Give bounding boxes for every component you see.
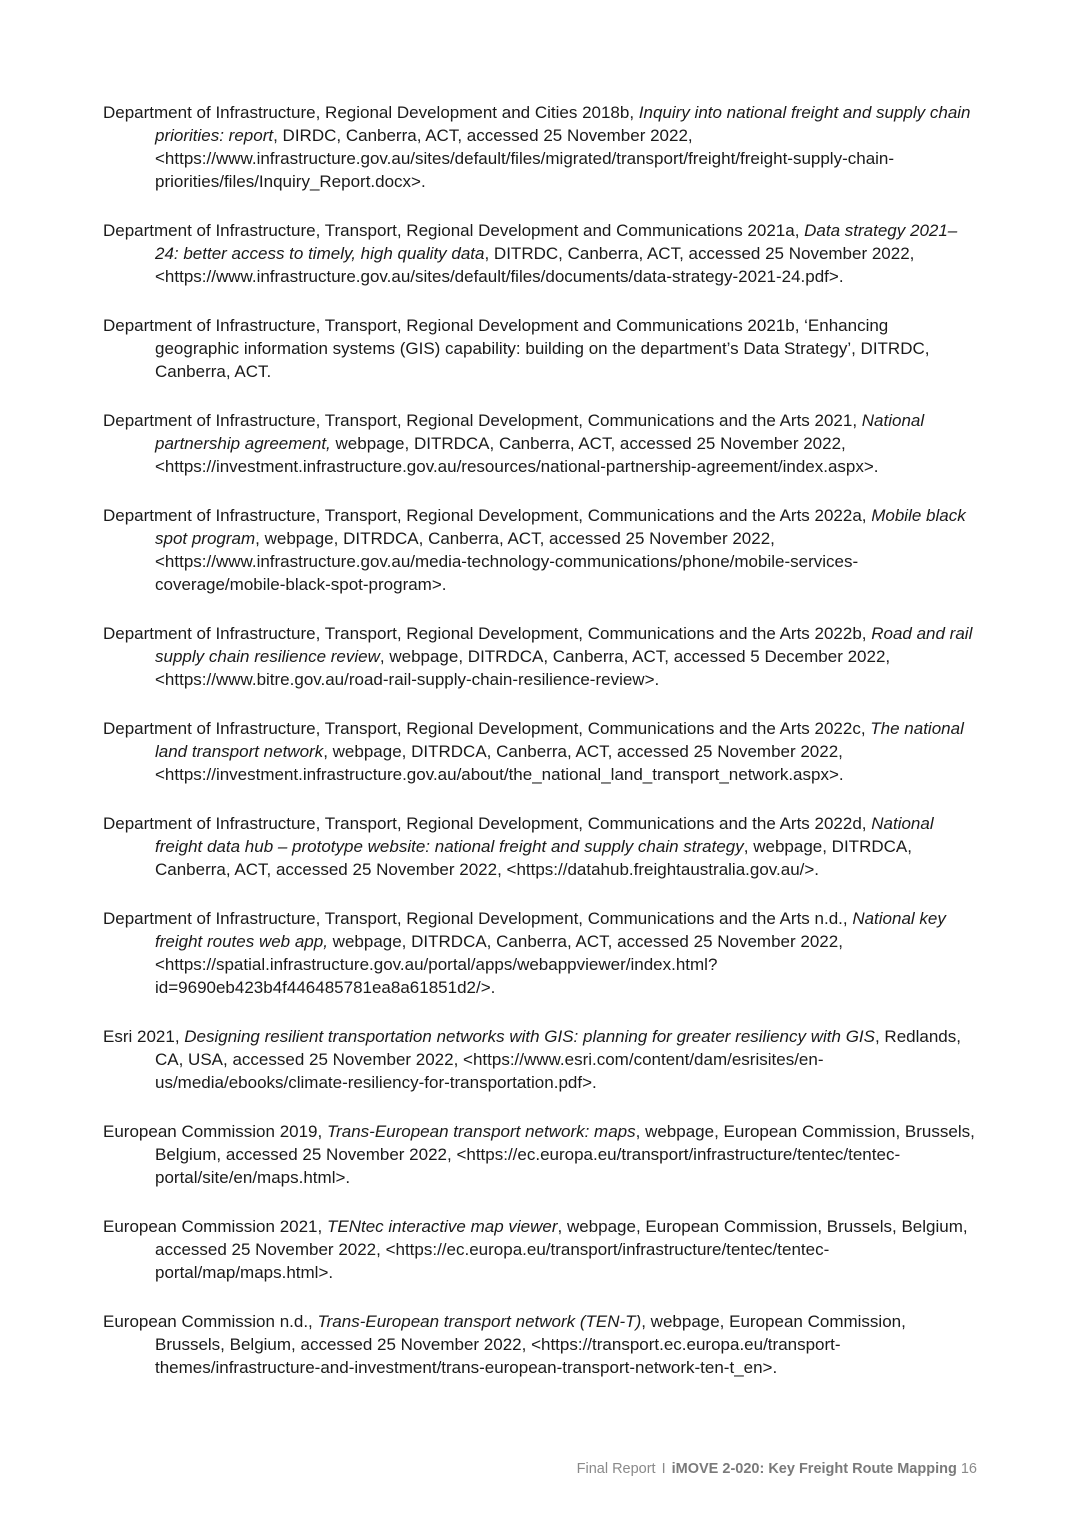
reference-text: Department of Infrastructure, Transport, Regional Development and Communications 2021a,	[103, 221, 805, 240]
reference-text: European Commission 2019,	[103, 1122, 327, 1141]
footer-report-label: Final Report	[576, 1461, 656, 1477]
reference-details: webpage, DITRDCA, Canberra, ACT, accessed 25 November 2022, <https://spatial.infrastructure.gov.au/portal/apps/webappviewer/index.html?id=9690eb423b4f446485781ea8a61851d2/>.	[155, 932, 843, 997]
page-number: 16	[960, 1461, 977, 1477]
reference-entry	[103, 409, 975, 478]
reference-details: webpage, DITRDCA, Canberra, ACT, accessed 25 November 2022, <https://investment.infrastructure.gov.au/resources/national-partnership-agreement/index.aspx>.	[155, 434, 879, 476]
footer-project-title: iMOVE 2-020: Key Freight Route Mapping	[671, 1461, 957, 1477]
reference-entry	[103, 717, 975, 786]
reference-entry	[103, 504, 975, 596]
reference-details: , webpage, European Commission, Brussels, Belgium, accessed 25 November 2022, <https://ec.europa.eu/transport/infrastructure/tentec/tentec-portal/site/en/maps.html>.	[155, 1122, 975, 1187]
reference-details: , webpage, DITRDCA, Canberra, ACT, accessed 25 November 2022, <https://datahub.freightaustralia.gov.au/>.	[155, 837, 912, 879]
reference-entry	[103, 101, 975, 193]
reference-title: National freight data hub – prototype website: national freight and supply chain strategy	[155, 814, 934, 856]
reference-details: , webpage, DITRDCA, Canberra, ACT, accessed 5 December 2022, <https://www.bitre.gov.au/road-rail-supply-chain-resilience-review>.	[155, 647, 891, 689]
reference-entry	[103, 314, 975, 383]
reference-text: Department of Infrastructure, Transport, Regional Development, Communications and the Arts 2021,	[103, 411, 862, 430]
reference-title: Trans-European transport network: maps	[326, 1122, 636, 1141]
reference-details: , webpage, DITRDCA, Canberra, ACT, accessed 25 November 2022, <https://investment.infrastructure.gov.au/about/the_national_land_transport_network.aspx>.	[155, 742, 844, 784]
reference-title: The national land transport network	[155, 719, 964, 761]
reference-title: Road and rail supply chain resilience review	[155, 624, 973, 666]
reference-entry	[103, 907, 975, 999]
reference-details: , Redlands, CA, USA, accessed 25 November 2022, <https://www.esri.com/content/dam/esrisites/en-us/media/ebooks/climate-resiliency-for-transportation.pdf>.	[155, 1027, 961, 1092]
reference-details: , DITRDC, Canberra, ACT, accessed 25 November 2022, <https://www.infrastructure.gov.au/sites/default/files/documents/data-strategy-2021-24.pdf>.	[155, 244, 915, 286]
reference-entry	[103, 1025, 975, 1094]
reference-details: , webpage, DITRDCA, Canberra, ACT, accessed 25 November 2022, <https://www.infrastructure.gov.au/media-technology-communications/phone/mobile-services-coverage/mobile-black-spot-program>.	[155, 529, 859, 594]
reference-text: European Commission 2021,	[103, 1217, 327, 1236]
reference-details: , DIRDC, Canberra, ACT, accessed 25 November 2022, <https://www.infrastructure.gov.au/sites/default/files/migrated/transport/freight/freight-supply-chain-priorities/files/Inquiry_Report.docx>.	[155, 126, 895, 191]
reference-details: , webpage, European Commission, Brussels, Belgium, accessed 25 November 2022, <https://transport.ec.europa.eu/transport-themes/infrastructure-and-investment/trans-european-transport-network-ten-t_en>.	[155, 1312, 906, 1377]
reference-title: Trans-European transport network (TEN-T)	[317, 1312, 642, 1331]
reference-list	[103, 101, 975, 1405]
reference-title: National partnership agreement,	[155, 411, 925, 453]
reference-entry	[103, 812, 975, 881]
reference-entry	[103, 1120, 975, 1189]
reference-entry	[103, 219, 975, 288]
reference-text: Department of Infrastructure, Transport, Regional Development, Communications and the Arts 2022b,	[103, 624, 872, 643]
reference-text: European Commission n.d.,	[103, 1312, 318, 1331]
reference-entry	[103, 622, 975, 691]
reference-text: Esri 2021,	[103, 1027, 185, 1046]
reference-title: Data strategy 2021–24: better access to timely, high quality data	[155, 221, 958, 263]
reference-title: National key freight routes web app,	[155, 909, 946, 951]
reference-text: Department of Infrastructure, Transport, Regional Development, Communications and the Arts 2022c,	[103, 719, 871, 738]
reference-text: Department of Infrastructure, Transport, Regional Development, Communications and the Arts 2022d,	[103, 814, 872, 833]
reference-title: Mobile black spot program	[155, 506, 966, 548]
reference-title: TENtec interactive map viewer	[326, 1217, 558, 1236]
page-footer	[577, 1461, 977, 1477]
reference-title: Inquiry into national freight and supply chain priorities: report	[155, 103, 971, 145]
reference-text: Department of Infrastructure, Transport, Regional Development and Communications 2021b, ‘Enhancing geographic information systems (GIS) capability: building on the department’s Data Strategy’, DITRDC, Canberra, ACT.	[103, 316, 930, 381]
reference-text: Department of Infrastructure, Transport, Regional Development, Communications and the Arts n.d.,	[103, 909, 853, 928]
reference-title: Designing resilient transportation networks with GIS: planning for greater resiliency with GIS	[184, 1027, 875, 1046]
reference-entry	[103, 1215, 975, 1284]
reference-text: Department of Infrastructure, Regional Development and Cities 2018b,	[103, 103, 639, 122]
footer-separator: I	[661, 1461, 666, 1477]
reference-details: , webpage, European Commission, Brussels, Belgium, accessed 25 November 2022, <https://ec.europa.eu/transport/infrastructure/tentec/tentec-portal/map/maps.html>.	[155, 1217, 968, 1282]
reference-text: Department of Infrastructure, Transport, Regional Development, Communications and the Arts 2022a,	[103, 506, 872, 525]
reference-entry	[103, 1310, 975, 1379]
